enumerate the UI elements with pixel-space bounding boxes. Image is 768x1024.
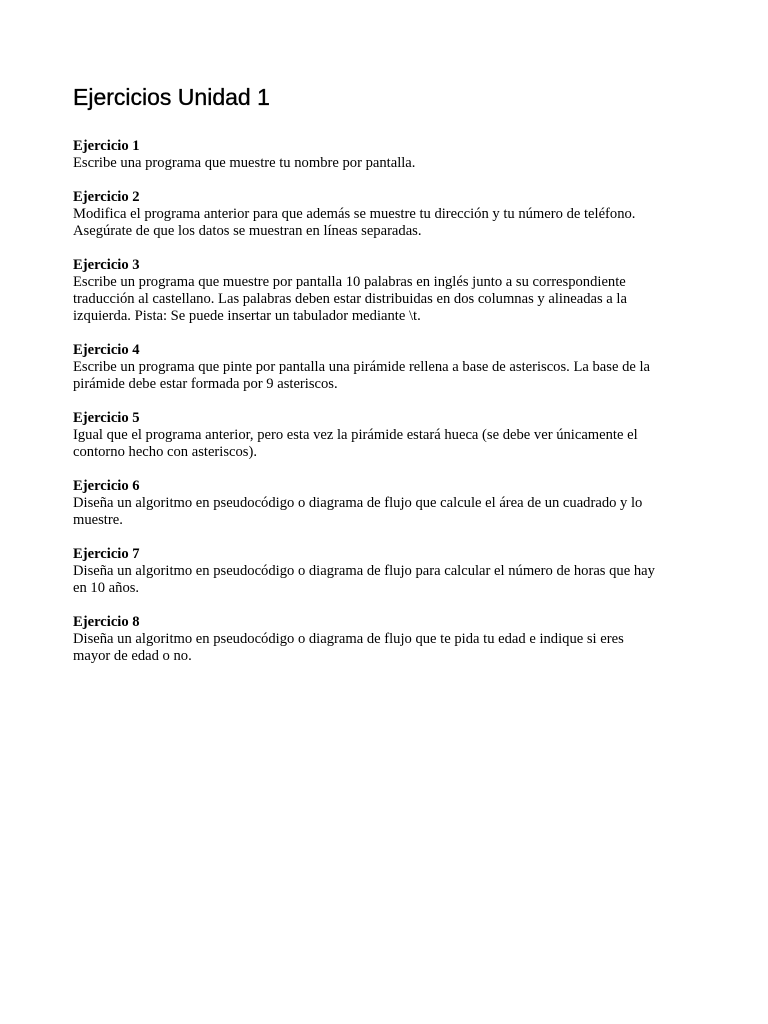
exercise-7 — [73, 546, 698, 597]
exercise-3 — [73, 257, 698, 325]
exercise-heading: Ejercicio 4 — [73, 342, 140, 358]
exercise-text: Modifica el programa anterior para que además se muestre tu dirección y tu número de teléfono. Asegúrate de que los datos se muestran en líneas separadas. — [73, 206, 636, 239]
exercise-1 — [73, 138, 698, 172]
exercise-text: Igual que el programa anterior, pero esta vez la pirámide estará hueca (se debe ver únicamente el contorno hecho con asteriscos). — [73, 427, 638, 460]
exercise-text: Diseña un algoritmo en pseudocódigo o diagrama de flujo para calcular el número de horas que hay en 10 años. — [73, 563, 655, 596]
exercise-text: Escribe un programa que pinte por pantalla una pirámide rellena a base de asteriscos. La base de la pirámide debe estar formada por 9 asteriscos. — [73, 359, 651, 392]
exercise-4 — [73, 342, 698, 393]
exercise-2 — [73, 189, 698, 240]
exercise-heading: Ejercicio 5 — [73, 410, 140, 426]
exercise-heading: Ejercicio 8 — [73, 614, 140, 630]
exercise-8 — [73, 614, 698, 665]
exercise-heading: Ejercicio 7 — [73, 546, 140, 562]
exercise-text: Escribe un programa que muestre por pantalla 10 palabras en inglés junto a su correspondiente traducción al castellano. Las palabras deben estar distribuidas en dos columnas y alineadas a la izquierda. Pista: Se puede insertar un tabulador mediante \t. — [73, 274, 627, 324]
exercise-6 — [73, 478, 698, 529]
exercise-text: Diseña un algoritmo en pseudocódigo o diagrama de flujo que te pida tu edad e indique si eres mayor de edad o no. — [73, 631, 624, 664]
exercise-heading: Ejercicio 6 — [73, 478, 140, 494]
exercise-text: Escribe una programa que muestre tu nombre por pantalla. — [73, 155, 416, 171]
page-title: Ejercicios Unidad 1 — [73, 84, 270, 110]
exercise-heading: Ejercicio 2 — [73, 189, 140, 205]
exercise-heading: Ejercicio 1 — [73, 138, 140, 154]
exercise-text: Diseña un algoritmo en pseudocódigo o diagrama de flujo que calcule el área de un cuadrado y lo muestre. — [73, 495, 643, 528]
exercise-heading: Ejercicio 3 — [73, 257, 140, 273]
document-page — [73, 82, 698, 682]
exercise-5 — [73, 410, 698, 461]
